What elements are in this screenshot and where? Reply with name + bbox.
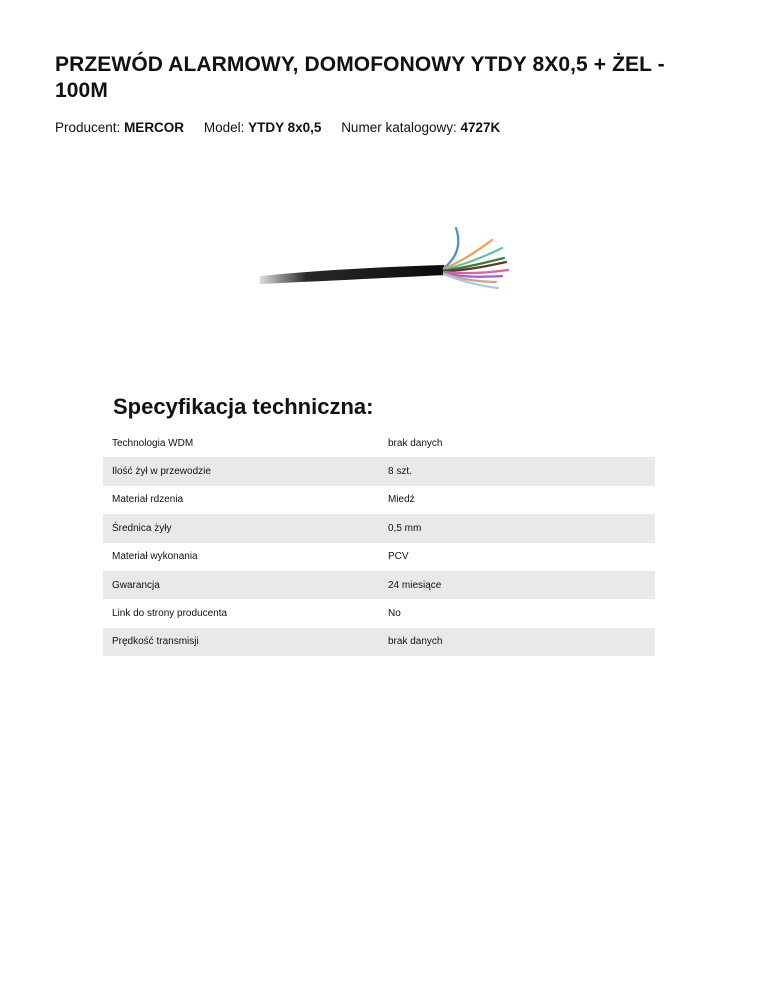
spec-row <box>103 628 655 656</box>
cable-icon <box>252 218 516 322</box>
model-label: Model: <box>203 120 245 135</box>
spec-value: 0,5 mm <box>388 514 655 542</box>
spec-label: Średnica żyły <box>103 514 388 542</box>
spec-label: Ilość żył w przewodzie <box>103 457 388 485</box>
wire-strand <box>444 240 492 269</box>
model-value: YTDY 8x0,5 <box>248 120 322 135</box>
spec-label: Prędkość transmisji <box>103 628 388 656</box>
model-info <box>204 120 325 135</box>
spec-value: 24 miesiące <box>388 571 655 599</box>
spec-value: brak danych <box>388 628 655 656</box>
catalog-info <box>341 120 500 135</box>
spec-value: Miedź <box>388 494 415 506</box>
spec-label: Materiał wykonania <box>112 551 198 563</box>
spec-row <box>103 514 655 542</box>
product-meta <box>55 120 516 135</box>
manufacturer-info <box>55 120 188 135</box>
spec-value: brak danych <box>388 437 443 449</box>
spec-row <box>103 599 655 627</box>
cable-jacket <box>260 265 446 284</box>
spec-row <box>103 543 655 571</box>
spec-label: Link do strony producenta <box>112 608 228 620</box>
manufacturer-label: Producent: <box>55 120 121 135</box>
spec-heading: Specyfikacja techniczna: <box>113 394 374 419</box>
spec-label: Gwarancja <box>103 571 388 599</box>
spec-row <box>103 429 655 457</box>
spec-value: 8 szt. <box>388 457 655 485</box>
product-title: PRZEWÓD ALARMOWY, DOMOFONOWY YTDY 8X0,5 + ŻEL - 100M <box>55 53 665 102</box>
spec-row <box>103 486 655 514</box>
spec-row <box>103 457 655 485</box>
spec-value: PCV <box>388 551 409 563</box>
manufacturer-value: MERCOR <box>124 120 185 135</box>
spec-table <box>103 429 655 656</box>
catalog-value: 4727K <box>460 120 501 135</box>
spec-label: Materiał rdzenia <box>112 494 184 506</box>
catalog-label: Numer katalogowy: <box>341 120 457 135</box>
spec-value: No <box>388 608 401 620</box>
spec-row <box>103 571 655 599</box>
spec-label: Technologia WDM <box>112 437 194 449</box>
